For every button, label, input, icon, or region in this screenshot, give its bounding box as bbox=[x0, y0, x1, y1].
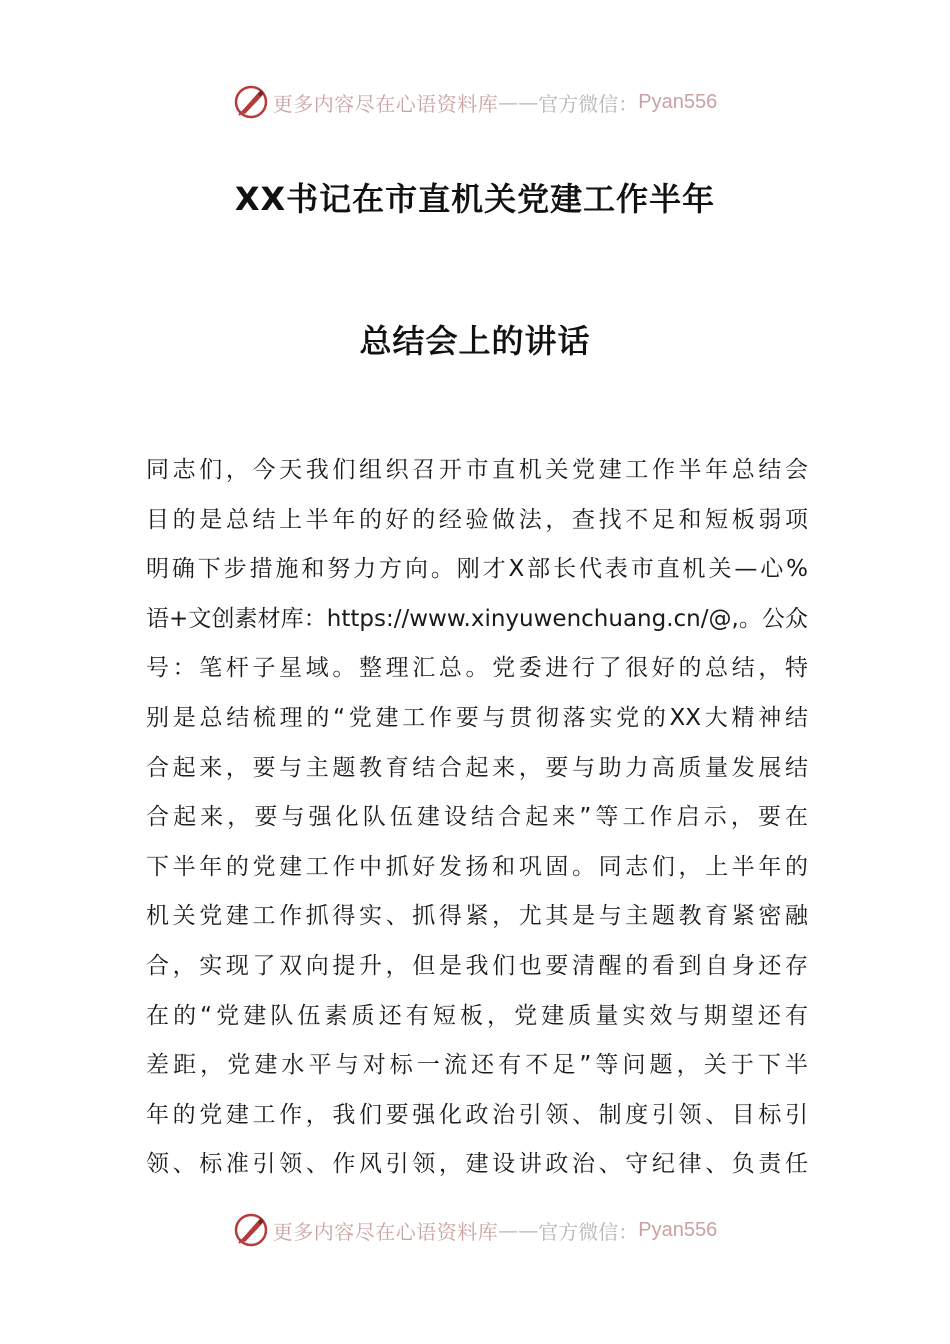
body-line: 语+文创素材库：https://www.xinyuwenchuang.cn/@,。公众 bbox=[146, 605, 808, 632]
banner-separator: —— bbox=[498, 1218, 539, 1242]
body-line: 合起来，要与强化队伍建设结合起来”等工作启示，要在 bbox=[146, 804, 808, 831]
body-line: 同志们，今天我们组织召开市直机关党建工作半年总结会 bbox=[146, 457, 808, 483]
pen-logo-icon bbox=[233, 1212, 269, 1248]
body-line: 目的是总结上半年的好的经验做法，查找不足和短板弱项 bbox=[146, 506, 808, 533]
banner-wechat-label: 官方微信： bbox=[538, 1219, 639, 1244]
banner-wechat-label: 官方微信： bbox=[538, 91, 639, 116]
header-banner bbox=[0, 80, 950, 124]
body-line: 差距，党建水平与对标一流还有不足”等问题，关于下半 bbox=[146, 1052, 808, 1079]
body-line: 在的“党建队伍素质还有短板，党建质量实效与期望还有 bbox=[146, 1002, 808, 1029]
footer-banner bbox=[0, 1208, 950, 1252]
body-line: 号：笔杆子星域。整理汇总。党委进行了很好的总结，特 bbox=[146, 655, 808, 682]
body-line: 合，实现了双向提升，但是我们也要清醒的看到自身还存 bbox=[146, 952, 808, 979]
title-line-2: 总结会上的讲话 bbox=[359, 322, 591, 360]
body-line: 别是总结梳理的“党建工作要与贯彻落实党的XX大精神结 bbox=[146, 704, 808, 731]
body-line: 年的党建工作，我们要强化政治引领、制度引领、目标引 bbox=[146, 1101, 808, 1128]
banner-text: 更多内容尽在心语资料库 bbox=[272, 91, 499, 116]
banner-wechat-id: Pyan556 bbox=[638, 1218, 718, 1241]
pen-logo-icon bbox=[233, 84, 269, 120]
body-line: 合起来，要与主题教育结合起来，要与助力高质量发展结 bbox=[146, 754, 808, 781]
banner-text: 更多内容尽在心语资料库 bbox=[272, 1219, 499, 1244]
body-line: 机关党建工作抓得实、抓得紧，尤其是与主题教育紧密融 bbox=[146, 903, 808, 930]
speech-body bbox=[146, 446, 808, 1190]
body-line: 下半年的党建工作中抓好发扬和巩固。同志们，上半年的 bbox=[146, 853, 808, 880]
title-line-1: XX书记在市直机关党建工作半年 bbox=[234, 180, 716, 218]
body-line: 明确下步措施和努力方向。刚才X部长代表市直机关—心% bbox=[146, 556, 808, 583]
banner-separator: —— bbox=[498, 90, 539, 114]
banner-wechat-id: Pyan556 bbox=[638, 90, 718, 113]
body-line: 领、标准引领、作风引领，建设讲政治、守纪律、负责任 bbox=[146, 1151, 808, 1178]
